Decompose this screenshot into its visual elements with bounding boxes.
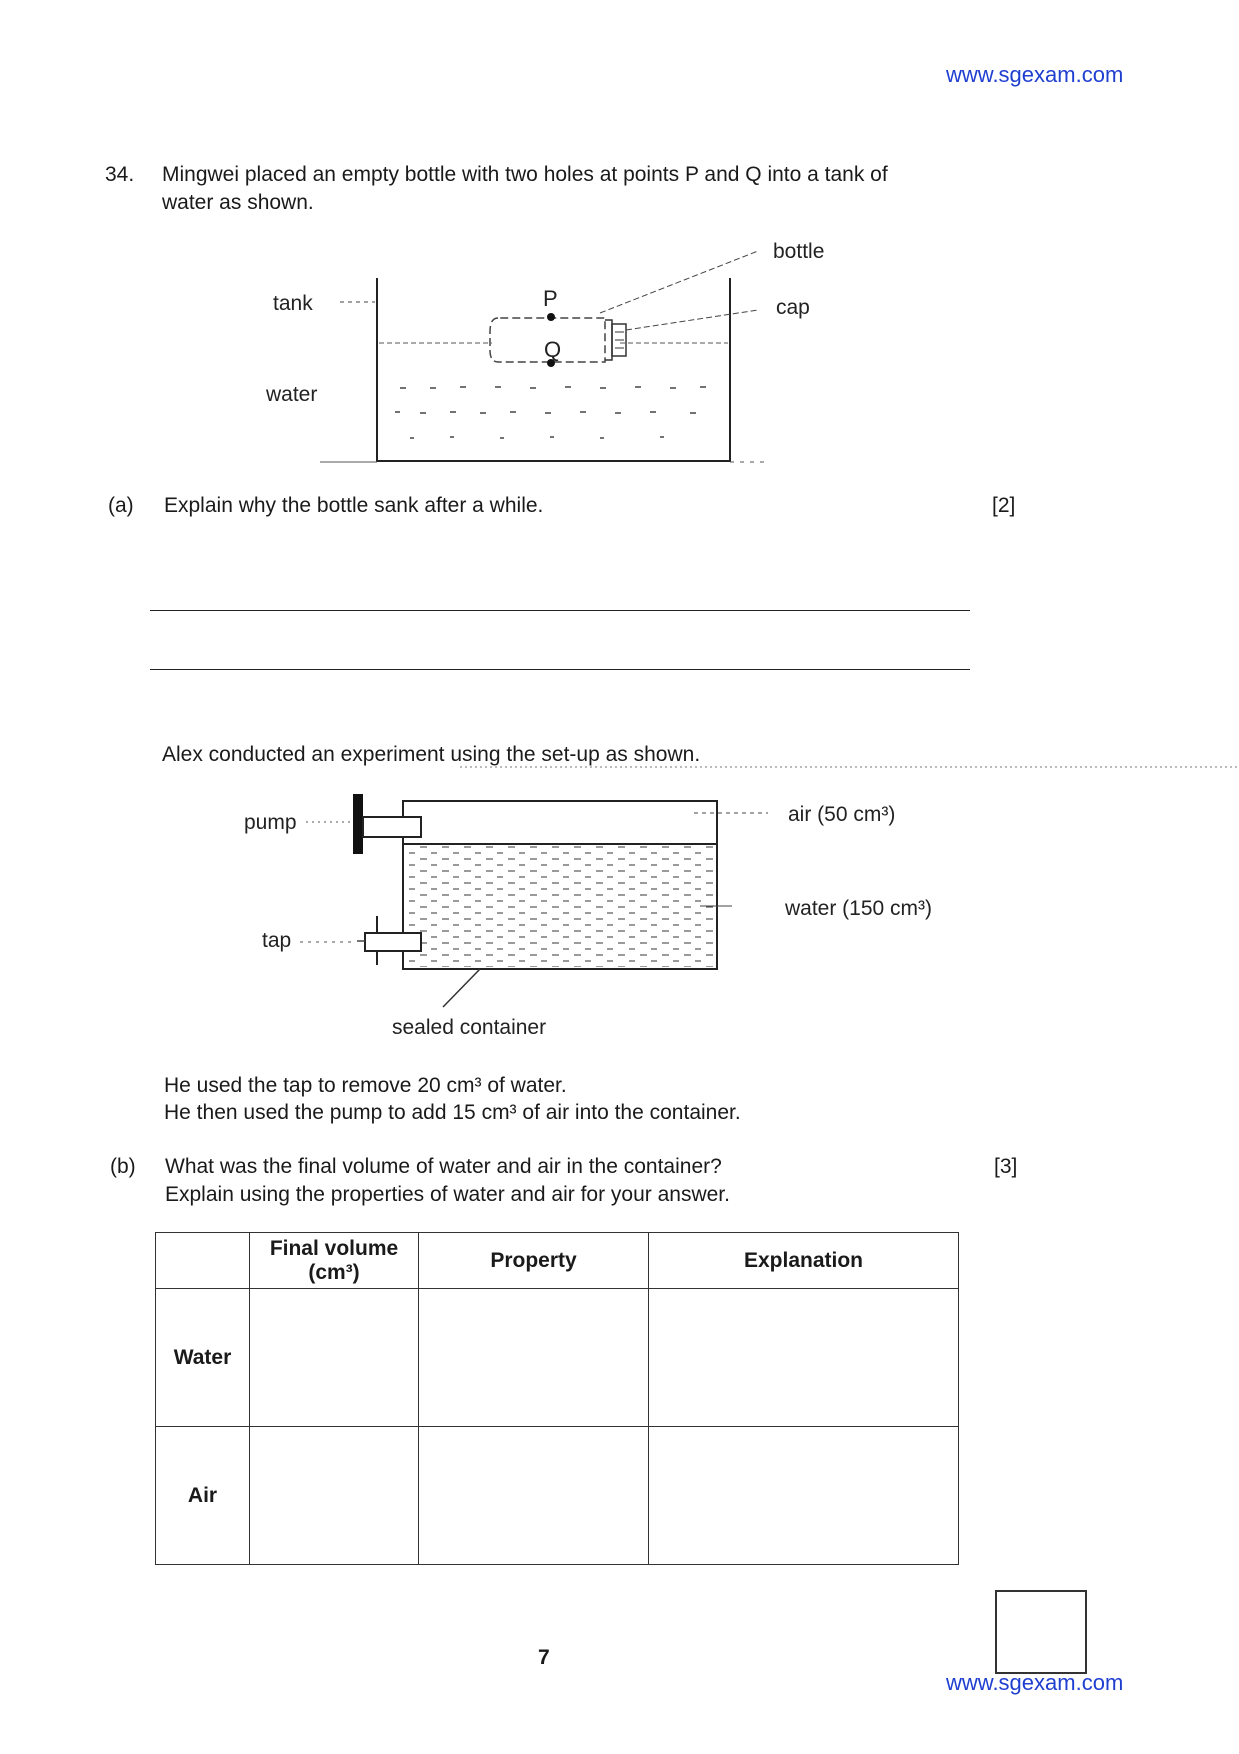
part-b-label: (b) xyxy=(110,1155,136,1178)
header-site: www.sgexam.com xyxy=(946,62,1124,87)
tank-label: tank xyxy=(273,292,313,315)
part-b-line1: What was the final volume of water and air in the container? xyxy=(165,1155,722,1178)
sealed-container-diagram xyxy=(0,760,1239,1050)
question-intro-line2: water as shown. xyxy=(162,191,314,214)
air-property-cell[interactable] xyxy=(419,1427,649,1565)
part-a-marks: [2] xyxy=(992,494,1016,517)
table-row xyxy=(156,1289,959,1427)
air-explanation-cell[interactable] xyxy=(649,1427,959,1565)
row-water-label: Water xyxy=(156,1289,250,1427)
part-b-line2: Explain using the properties of water and air for your answer. xyxy=(165,1183,730,1206)
point-p-label: P xyxy=(543,286,558,311)
tap-label: tap xyxy=(262,929,292,952)
part-a-text: Explain why the bottle sank after a while. xyxy=(164,494,544,517)
cap-label: cap xyxy=(776,296,810,319)
water-volume-label: water (150 cm³) xyxy=(785,897,933,920)
marks-box xyxy=(995,1590,1087,1674)
tank-bottle-diagram xyxy=(0,0,1239,480)
row-air-label: Air xyxy=(156,1427,250,1565)
water-final-volume-cell[interactable] xyxy=(250,1289,419,1427)
question-intro-line1: Mingwei placed an empty bottle with two holes at points P and Q into a tank of xyxy=(162,163,888,186)
col-final-volume-line1: Final volume xyxy=(269,1236,399,1260)
air-final-volume-cell[interactable] xyxy=(250,1427,419,1565)
water-property-cell[interactable] xyxy=(419,1289,649,1427)
page-number: 7 xyxy=(538,1646,550,1669)
table-row xyxy=(156,1427,959,1565)
pump-label: pump xyxy=(244,811,297,834)
experiment-intro: Alex conducted an experiment using the set-up as shown. xyxy=(162,743,701,766)
col-final-volume-line2: (cm³) xyxy=(308,1260,360,1284)
experiment-step2: He then used the pump to add 15 cm³ of air into the container. xyxy=(164,1101,741,1124)
air-label: air (50 cm³) xyxy=(788,803,896,826)
water-explanation-cell[interactable] xyxy=(649,1289,959,1427)
question-number: 34. xyxy=(105,163,135,186)
part-a-label: (a) xyxy=(108,494,134,517)
sealed-container-label: sealed container xyxy=(392,1016,547,1039)
answer-table xyxy=(155,1232,959,1565)
experiment-step1: He used the tap to remove 20 cm³ of water. xyxy=(164,1074,567,1097)
table-header-row xyxy=(156,1233,959,1289)
water-label: water xyxy=(266,383,318,406)
point-q-label: Q xyxy=(544,337,562,362)
part-b-marks: [3] xyxy=(994,1155,1018,1178)
col-final-volume xyxy=(250,1233,419,1289)
footer-site: www.sgexam.com xyxy=(946,1670,1124,1695)
answer-line-1[interactable] xyxy=(150,610,970,611)
corner-cell xyxy=(156,1233,250,1289)
col-explanation: Explanation xyxy=(649,1233,959,1289)
bottle-label: bottle xyxy=(773,240,825,263)
answer-line-2[interactable] xyxy=(150,669,970,670)
col-property: Property xyxy=(419,1233,649,1289)
